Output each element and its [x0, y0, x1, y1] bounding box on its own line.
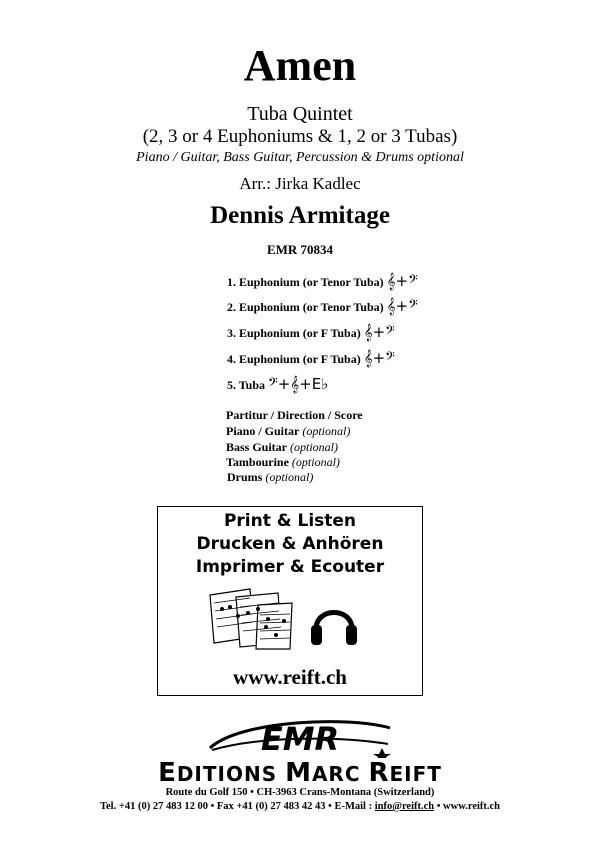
sheet-music-icon — [206, 585, 296, 651]
page-title: Amen — [243, 41, 357, 90]
headphones-icon — [308, 595, 360, 651]
extra-name: Partitur / Direction / Score — [226, 408, 363, 422]
emr-logo-icon — [200, 714, 400, 758]
optional-instruments: Piano / Guitar, Bass Guitar, Percussion & Drums optional — [136, 150, 464, 165]
part-label: 4. Euphonium (or F Tuba) — [227, 352, 361, 366]
promo-url[interactable]: www.reift.ch — [233, 665, 347, 689]
part-3 — [227, 323, 395, 341]
part-1 — [227, 272, 418, 290]
clef-icon: 𝄢+𝄞+E♭ — [268, 375, 329, 393]
extra-piano — [226, 424, 350, 439]
clef-icon: 𝄞+𝄢 — [386, 272, 418, 290]
part-2 — [227, 297, 418, 315]
clef-icon: 𝄞+𝄢 — [363, 323, 395, 341]
part-label: 2. Euphonium (or Tenor Tuba) — [227, 300, 384, 314]
promo-line: Drucken & Anhören — [196, 534, 384, 554]
part-label: 5. Tuba — [227, 378, 266, 392]
extra-note: (optional) — [290, 440, 339, 454]
extra-note: (optional) — [291, 455, 340, 469]
catalog-number: EMR 70834 — [266, 242, 334, 257]
extra-note: (optional) — [265, 470, 314, 484]
part-4 — [227, 349, 395, 367]
email-link[interactable]: info@reift.ch — [374, 801, 435, 812]
part-label: 3. Euphonium (or F Tuba) — [227, 326, 361, 340]
clef-icon: 𝄞+𝄢 — [363, 349, 395, 367]
emr-logo-text: EMR — [260, 720, 340, 758]
publisher-address: Route du Golf 150 • CH-3963 Crans-Montana (Switzerland) — [165, 787, 435, 798]
print-listen-box — [157, 506, 423, 696]
publisher-name: EDITIONS MARC REIFT — [158, 758, 442, 788]
extra-tambourine — [226, 455, 340, 470]
promo-line: Print & Listen — [223, 511, 357, 531]
subtitle: Tuba Quintet — [247, 103, 353, 125]
extra-bass — [226, 440, 338, 455]
extra-name: Bass Guitar — [226, 440, 288, 454]
instrumentation: (2, 3 or 4 Euphoniums & 1, 2 or 3 Tubas) — [142, 126, 458, 147]
publisher-contact: Tel. +41 (0) 27 483 12 00 • Fax +41 (0) 27 483 42 43 • E-Mail : info@reift.ch • www.reift.ch — [99, 801, 501, 812]
part-label: 1. Euphonium (or Tenor Tuba) — [227, 275, 384, 289]
arranger: Arr.: Jirka Kadlec — [239, 174, 361, 193]
extra-name: Drums — [227, 470, 263, 484]
extra-drums — [227, 470, 313, 485]
extra-note: (optional) — [302, 424, 351, 438]
extra-name: Piano / Guitar — [226, 424, 300, 438]
composer: Dennis Armitage — [210, 202, 390, 229]
extra-name: Tambourine — [226, 455, 289, 469]
extra-score — [226, 408, 363, 423]
part-5 — [227, 375, 328, 393]
clef-icon: 𝄞+𝄢 — [386, 297, 418, 315]
promo-line: Imprimer & Ecouter — [195, 557, 385, 577]
